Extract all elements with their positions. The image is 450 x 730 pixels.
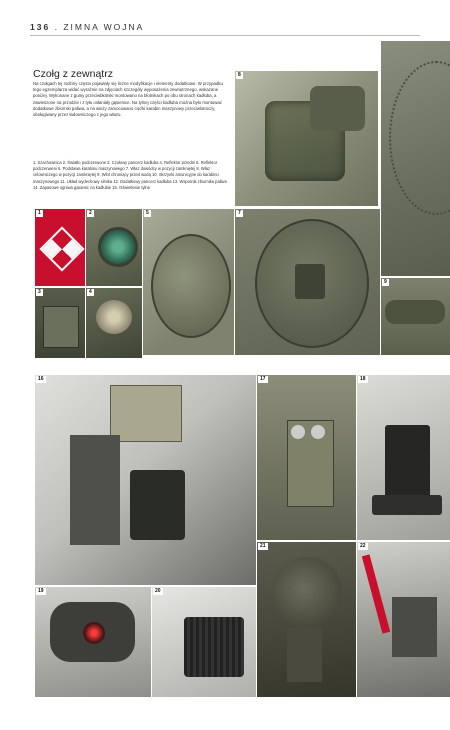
photo-number: 7	[238, 210, 241, 216]
photo-7	[235, 209, 380, 355]
photo-8	[235, 71, 378, 206]
photo-legend: 1. Szachownica 2. Światło podczerwone 3. Czołowy pancerz kadłuba 4. Reflektor przedni 5. Reflektor podczerwieni 6. Podstawa karabinu maszynowego 7. Właz dowódcy w pozycji zamkniętej 8. Właz celowniczego w pozycji zamkniętej 9. Wlot chroniący przed wodą 10. Skrzynki amunicyjne do karabinu maszynowego 11. Układ wydechowy silnika 12. Dodatkowy pancerz kadłuba 13. Wspornik zbiornika paliwa 14. Zapasowe ogniwa gąsienic na kadłubie 15. Oświetlenie tylne	[33, 160, 227, 190]
photo-number: 20	[155, 588, 161, 594]
photo-16-dark-recess	[70, 435, 120, 545]
photo-turret-side	[381, 41, 450, 276]
photo-16	[35, 375, 256, 585]
periscope-lens-left	[291, 425, 305, 439]
photo-17	[257, 375, 356, 540]
photo-number: 21	[260, 543, 266, 549]
photo-number: 19	[38, 588, 44, 594]
photo-number: 4	[89, 289, 92, 295]
ammo-drum	[272, 557, 342, 627]
control-block	[392, 597, 437, 657]
photo-9	[381, 278, 450, 355]
running-header	[30, 22, 144, 32]
photo-5	[143, 209, 234, 355]
photo-4	[86, 288, 142, 358]
padded-backrest	[184, 617, 244, 677]
photo-2	[86, 209, 142, 286]
chessboard-emblem	[39, 226, 84, 271]
header-rule	[30, 35, 420, 36]
photo-number: 18	[360, 376, 366, 382]
photo-3	[35, 288, 85, 358]
intro-paragraph: Na czołgach tej rodziny często pojawiały się liczne modyfikacje i elementy dodatkowe. W przypadku tego egzemplarza widać wyraźnie na zdjęciach szczegóły wyposażenia zewnętrznego, wskazane poniżej. Wykonane z gumy przeciwbłotniki montowano na błotnikach po obu stronach kadłuba, a zawieszone na przodzie i z tyłu osłaniały gąsienice. Na tylnej części kadłuba można było montować dodatkowe zbiorniki paliwa, a na wieży zamocowano ciężki karabin maszynowy przeciwlotniczy, obsługiwany przez ładowniczego z jego włazu.	[33, 81, 223, 118]
photo-number: 8	[238, 72, 241, 78]
photo-18	[357, 375, 450, 540]
photo-number: 9	[384, 279, 387, 285]
sight-lens	[83, 622, 105, 644]
round-hatch	[151, 234, 231, 338]
photo-19	[35, 587, 151, 697]
driver-seat-back	[385, 425, 430, 500]
photo-number: 17	[260, 376, 266, 382]
hatch-latch	[295, 264, 325, 299]
photo-1	[35, 209, 85, 286]
photo-number: 3	[38, 289, 41, 295]
photo-number: 2	[89, 210, 92, 216]
photo-number: 16	[38, 376, 44, 382]
photo-16-seat	[130, 470, 185, 540]
photo-3-box	[43, 306, 79, 348]
book-title: ZIMNA WOJNA	[63, 22, 145, 32]
photo-number: 22	[360, 543, 366, 549]
photo-8-hatch	[310, 86, 365, 131]
photo-16-panel	[110, 385, 182, 442]
periscope-lens-right	[311, 425, 325, 439]
photo-20	[152, 587, 256, 697]
ir-lamp	[98, 227, 138, 267]
photo-9-fuel-tank	[385, 300, 445, 324]
driver-seat-base	[372, 495, 442, 515]
red-lever	[362, 554, 390, 633]
turret-bolt-ring	[389, 61, 450, 215]
photo-number: 5	[146, 210, 149, 216]
page-number: 136	[30, 22, 51, 32]
gun-breech	[287, 627, 322, 682]
photo-22	[357, 542, 450, 697]
photo-number: 1	[38, 210, 41, 216]
header-separator: .	[54, 22, 59, 32]
headlight	[96, 300, 132, 334]
photo-21	[257, 542, 356, 697]
section-title: Czołg z zewnątrz	[33, 68, 113, 80]
